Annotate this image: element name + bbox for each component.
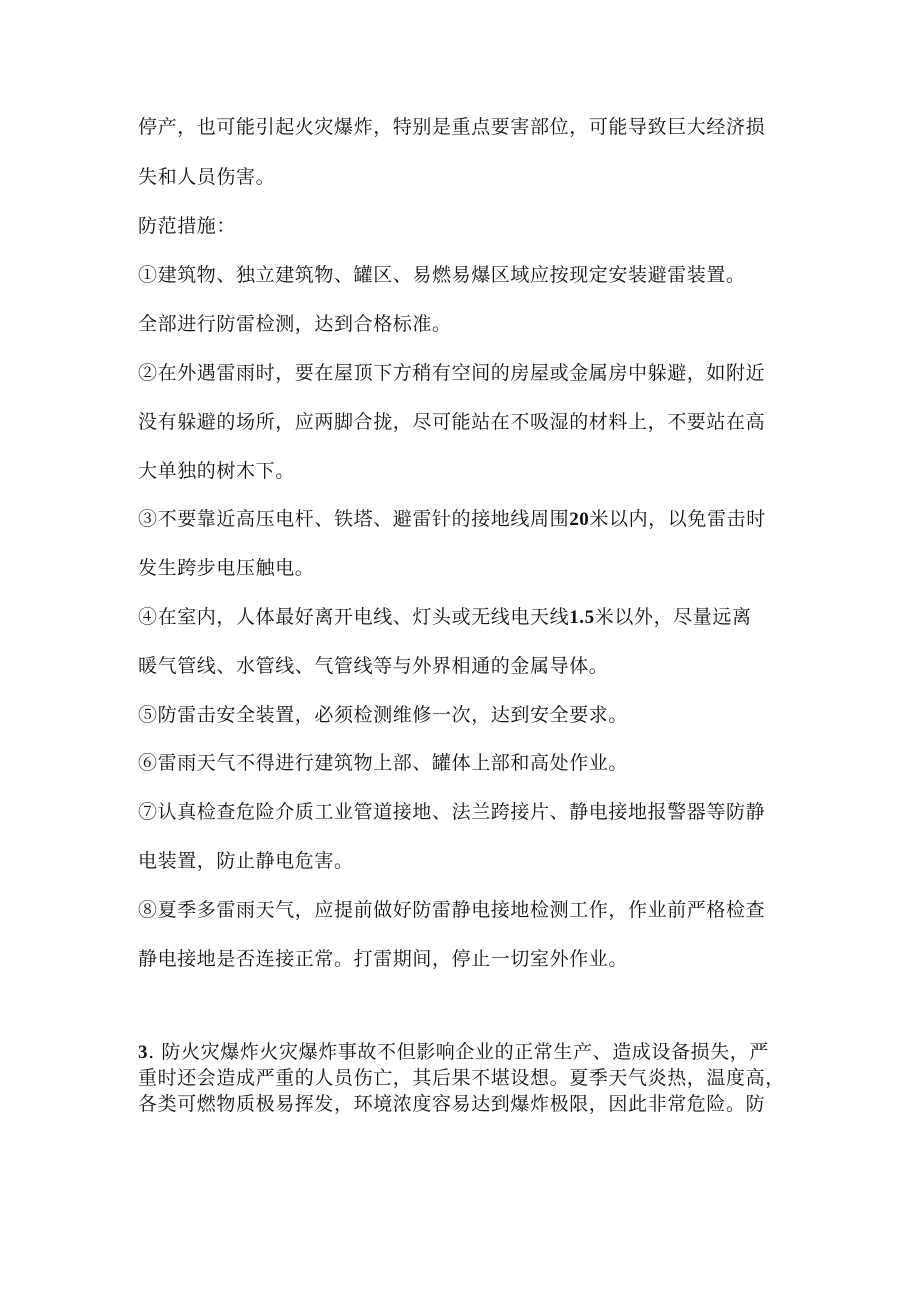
measure-item-4: [138, 606, 752, 629]
distance-number: 20: [569, 509, 590, 530]
measure-item-7: ⑦认真检查危险介质工业管道接地、法兰跨接片、静电接地报警器等防静: [138, 801, 766, 823]
section-3-line: [138, 1041, 769, 1064]
paragraph-line: 电装置，防止静电危害。: [138, 850, 354, 872]
distance-number: 1.5: [569, 607, 595, 628]
section-3-line: 各类可燃物质极易挥发，环境浓度容易达到爆炸极限，因此非常危险。防: [138, 1093, 766, 1115]
text: . 防火灾爆炸火灾爆炸事故不但影响企业的正常生产、造成设备损失，严: [148, 1041, 769, 1063]
measures-heading: 防范措施：: [138, 215, 237, 237]
paragraph-line: 停产，也可能引起火灾爆炸，特别是重点要害部位，可能导致巨大经济损: [138, 116, 766, 138]
paragraph-line: 没有躲避的场所，应两脚合拢，尽可能站在不吸湿的材料上，不要站在高: [138, 411, 766, 433]
text: ④在室内，人体最好离开电线、灯头或无线电天线: [138, 606, 570, 628]
measure-item-8: ⑧夏季多雷雨天气，应提前做好防雷静电接地检测工作，作业前严格检查: [138, 899, 766, 921]
measure-item-2: ②在外遇雷雨时，要在屋顶下方稍有空间的房屋或金属房中躲避，如附近: [138, 362, 766, 384]
paragraph-line: 静电接地是否连接正常。打雷期间，停止一切室外作业。: [138, 948, 629, 970]
measure-item-3: [138, 508, 766, 531]
measure-item-6: ⑥雷雨天气不得进行建筑物上部、罐体上部和高处作业。: [138, 752, 629, 774]
measure-item-1: ①建筑物、独立建筑物、罐区、易燃易爆区域应按现定安装避雷装置。: [138, 264, 746, 286]
measure-item-5: ⑤防雷击安全装置，必须检测维修一次，达到安全要求。: [138, 704, 629, 726]
text: 米以外，尽量远离: [594, 606, 752, 628]
text: ③不要靠近高压电杆、铁塔、避雷针的接地线周围: [138, 508, 570, 530]
paragraph-line: 暖气管线、水管线、气管线等与外界相通的金属导体。: [138, 655, 609, 677]
section-3-line: 重时还会造成严重的人员伤亡，其后果不堪设想。夏季天气炎热，温度高，: [138, 1067, 785, 1089]
paragraph-line: 全部进行防雷检测，达到合格标准。: [138, 313, 452, 335]
section-number: 3: [138, 1042, 149, 1063]
paragraph-line: 大单独的树木下。: [138, 460, 295, 482]
text: 米以内，以免雷击时: [589, 508, 766, 530]
paragraph-line: 失和人员伤害。: [138, 166, 276, 188]
paragraph-line: 发生跨步电压触电。: [138, 557, 315, 579]
